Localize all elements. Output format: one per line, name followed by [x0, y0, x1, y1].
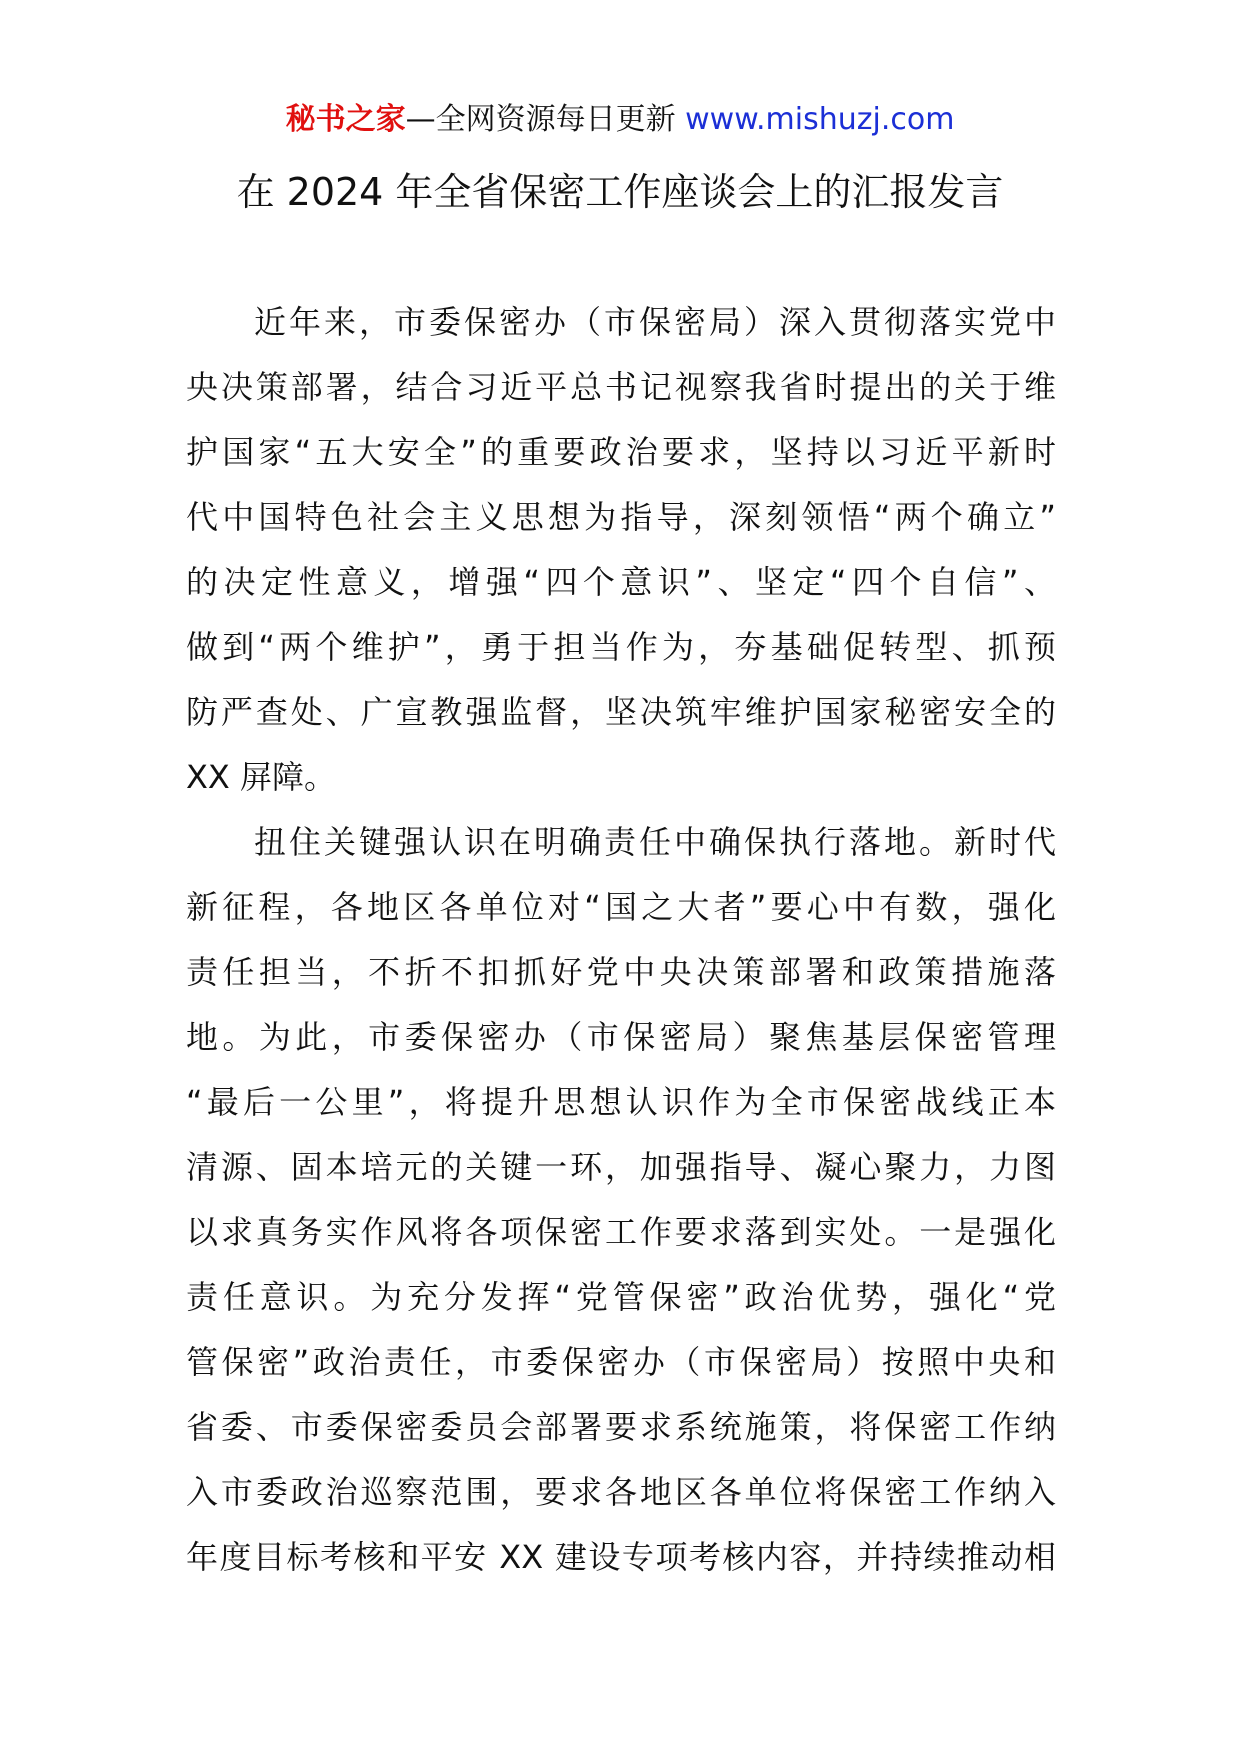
paragraph-line: 责任担当，不折不扣抓好党中央决策部署和政策措施落 — [186, 953, 1056, 991]
document-title: 在 2024 年全省保密工作座谈会上的汇报发言 — [236, 170, 1004, 214]
paragraph-line: 地。为此，市委保密办（市保密局）聚焦基层保密管理 — [186, 1018, 1056, 1056]
paragraph-line: 的决定性意义，增强“四个意识”、坚定“四个自信”、 — [186, 563, 1056, 601]
paragraph-line: 护国家“五大安全”的重要政治要求，坚持以习近平新时 — [186, 433, 1056, 471]
paragraph-line: 年度目标考核和平安 XX 建设专项考核内容，并持续推动相 — [186, 1538, 1056, 1576]
paragraph-line: 责任意识。为充分发挥“党管保密”政治优势，强化“党 — [186, 1278, 1056, 1316]
header-tagline: —全网资源每日更新 — [405, 102, 676, 137]
paragraph-line: 近年来，市委保密办（市保密局）深入贯彻落实党中 — [254, 303, 1056, 341]
paragraph-line: 央决策部署，结合习近平总书记视察我省时提出的关于维 — [186, 368, 1056, 406]
site-header — [0, 100, 1240, 140]
paragraph-line: 扭住关键强认识在明确责任中确保执行落地。新时代 — [254, 823, 1056, 861]
paragraph-line: 管保密”政治责任，市委保密办（市保密局）按照中央和 — [186, 1343, 1056, 1381]
document-body — [186, 290, 1056, 1590]
paragraph-line: 做到“两个维护”，勇于担当作为，夯基础促转型、抓预 — [186, 628, 1056, 666]
paragraph-line: 以求真务实作风将各项保密工作要求落到实处。一是强化 — [186, 1213, 1056, 1251]
paragraph-line: 省委、市委保密委员会部署要求系统施策，将保密工作纳 — [186, 1408, 1056, 1446]
paragraph-line: “最后一公里”，将提升思想认识作为全市保密战线正本 — [186, 1083, 1056, 1121]
paragraph-line: 清源、固本培元的关键一环，加强指导、凝心聚力，力图 — [186, 1148, 1056, 1186]
brand-name: 秘书之家 — [285, 102, 406, 137]
paragraph-line: 代中国特色社会主义思想为指导，深刻领悟“两个确立” — [186, 498, 1056, 536]
paragraph-line: XX 屏障。 — [186, 758, 337, 796]
paragraph-line: 防严查处、广宣教强监督，坚决筑牢维护国家秘密安全的 — [186, 693, 1056, 731]
site-url-link[interactable]: www.mishuzj.com — [685, 102, 955, 137]
paragraph-line: 入市委政治巡察范围，要求各地区各单位将保密工作纳入 — [186, 1473, 1056, 1511]
paragraph-line: 新征程，各地区各单位对“国之大者”要心中有数，强化 — [186, 888, 1056, 926]
